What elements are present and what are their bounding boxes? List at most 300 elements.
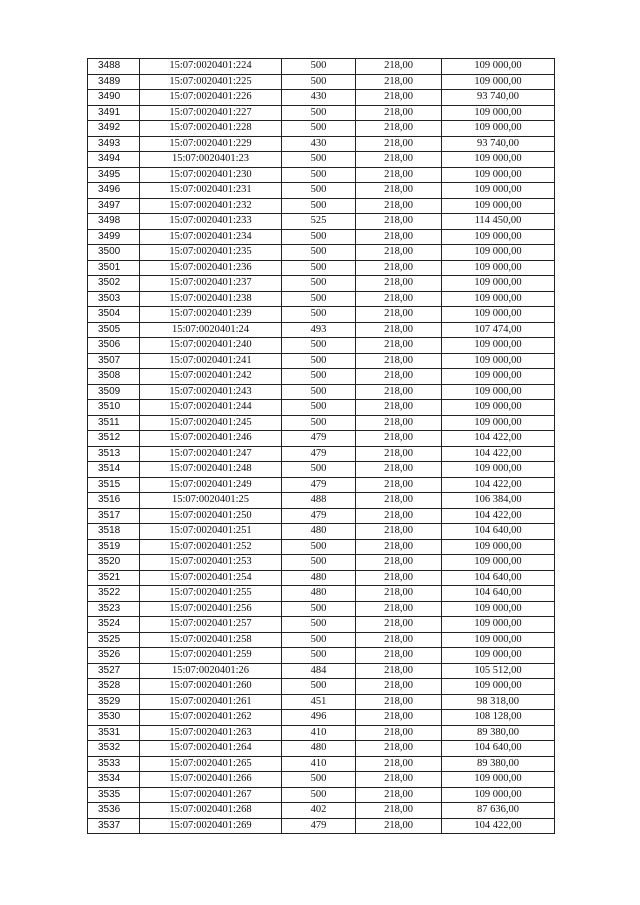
area-cell: 430 (282, 136, 356, 152)
row-number-cell: 3505 (88, 322, 140, 338)
row-number-cell: 3532 (88, 741, 140, 757)
row-number-cell: 3513 (88, 446, 140, 462)
rate-cell: 218,00 (356, 229, 442, 245)
cadastral-number-cell: 15:07:0020401:261 (140, 694, 282, 710)
value-cell: 109 000,00 (442, 555, 555, 571)
row-number-cell: 3507 (88, 353, 140, 369)
area-cell: 500 (282, 245, 356, 261)
rate-cell: 218,00 (356, 462, 442, 478)
table-row (88, 307, 555, 323)
cadastral-number-cell: 15:07:0020401:266 (140, 772, 282, 788)
area-cell: 479 (282, 446, 356, 462)
row-number-cell: 3516 (88, 493, 140, 509)
area-cell: 500 (282, 276, 356, 292)
area-cell: 430 (282, 90, 356, 106)
table-row (88, 214, 555, 230)
row-number-cell: 3535 (88, 787, 140, 803)
rate-cell: 218,00 (356, 601, 442, 617)
table-row (88, 59, 555, 75)
area-cell: 500 (282, 59, 356, 75)
row-number-cell: 3536 (88, 803, 140, 819)
rate-cell: 218,00 (356, 803, 442, 819)
value-cell: 104 640,00 (442, 570, 555, 586)
value-cell: 109 000,00 (442, 245, 555, 261)
rate-cell: 218,00 (356, 679, 442, 695)
area-cell: 500 (282, 384, 356, 400)
table-row (88, 446, 555, 462)
rate-cell: 218,00 (356, 818, 442, 834)
value-cell: 109 000,00 (442, 601, 555, 617)
value-cell: 109 000,00 (442, 152, 555, 168)
row-number-cell: 3508 (88, 369, 140, 385)
area-cell: 410 (282, 756, 356, 772)
cadastral-number-cell: 15:07:0020401:246 (140, 431, 282, 447)
value-cell: 104 640,00 (442, 741, 555, 757)
value-cell: 107 474,00 (442, 322, 555, 338)
row-number-cell: 3529 (88, 694, 140, 710)
row-number-cell: 3493 (88, 136, 140, 152)
area-cell: 500 (282, 183, 356, 199)
rate-cell: 218,00 (356, 741, 442, 757)
area-cell: 500 (282, 260, 356, 276)
rate-cell: 218,00 (356, 105, 442, 121)
value-cell: 93 740,00 (442, 90, 555, 106)
cadastral-number-cell: 15:07:0020401:232 (140, 198, 282, 214)
cadastral-number-cell: 15:07:0020401:243 (140, 384, 282, 400)
value-cell: 108 128,00 (442, 710, 555, 726)
value-cell: 109 000,00 (442, 679, 555, 695)
area-cell: 500 (282, 74, 356, 90)
rate-cell: 218,00 (356, 508, 442, 524)
row-number-cell: 3517 (88, 508, 140, 524)
row-number-cell: 3510 (88, 400, 140, 416)
table-row (88, 260, 555, 276)
value-cell: 104 422,00 (442, 818, 555, 834)
area-cell: 480 (282, 570, 356, 586)
cadastral-number-cell: 15:07:0020401:240 (140, 338, 282, 354)
value-cell: 109 000,00 (442, 229, 555, 245)
table-row (88, 229, 555, 245)
table-row (88, 694, 555, 710)
table-row (88, 787, 555, 803)
rate-cell: 218,00 (356, 570, 442, 586)
table-row (88, 369, 555, 385)
area-cell: 500 (282, 353, 356, 369)
row-number-cell: 3489 (88, 74, 140, 90)
rate-cell: 218,00 (356, 245, 442, 261)
row-number-cell: 3492 (88, 121, 140, 137)
table-row (88, 477, 555, 493)
row-number-cell: 3497 (88, 198, 140, 214)
cadastral-value-table (87, 58, 555, 834)
cadastral-number-cell: 15:07:0020401:253 (140, 555, 282, 571)
cadastral-number-cell: 15:07:0020401:230 (140, 167, 282, 183)
area-cell: 480 (282, 524, 356, 540)
table-row (88, 276, 555, 292)
rate-cell: 218,00 (356, 586, 442, 602)
value-cell: 109 000,00 (442, 167, 555, 183)
rate-cell: 218,00 (356, 415, 442, 431)
table-row (88, 167, 555, 183)
table-row (88, 245, 555, 261)
area-cell: 500 (282, 121, 356, 137)
area-cell: 479 (282, 508, 356, 524)
value-cell: 109 000,00 (442, 617, 555, 633)
rate-cell: 218,00 (356, 477, 442, 493)
rate-cell: 218,00 (356, 90, 442, 106)
cadastral-number-cell: 15:07:0020401:249 (140, 477, 282, 493)
area-cell: 500 (282, 555, 356, 571)
area-cell: 500 (282, 400, 356, 416)
rate-cell: 218,00 (356, 291, 442, 307)
cadastral-number-cell: 15:07:0020401:256 (140, 601, 282, 617)
area-cell: 500 (282, 291, 356, 307)
table-row (88, 90, 555, 106)
cadastral-number-cell: 15:07:0020401:242 (140, 369, 282, 385)
row-number-cell: 3501 (88, 260, 140, 276)
rate-cell: 218,00 (356, 322, 442, 338)
cadastral-number-cell: 15:07:0020401:267 (140, 787, 282, 803)
table-row (88, 74, 555, 90)
value-cell: 104 422,00 (442, 508, 555, 524)
cadastral-number-cell: 15:07:0020401:237 (140, 276, 282, 292)
area-cell: 500 (282, 152, 356, 168)
area-cell: 451 (282, 694, 356, 710)
table-row (88, 648, 555, 664)
table-row (88, 601, 555, 617)
rate-cell: 218,00 (356, 493, 442, 509)
rate-cell: 218,00 (356, 756, 442, 772)
value-cell: 106 384,00 (442, 493, 555, 509)
row-number-cell: 3494 (88, 152, 140, 168)
table-row (88, 663, 555, 679)
row-number-cell: 3499 (88, 229, 140, 245)
rate-cell: 218,00 (356, 663, 442, 679)
rate-cell: 218,00 (356, 384, 442, 400)
table-row (88, 462, 555, 478)
area-cell: 500 (282, 338, 356, 354)
area-cell: 500 (282, 772, 356, 788)
value-cell: 109 000,00 (442, 307, 555, 323)
rate-cell: 218,00 (356, 787, 442, 803)
row-number-cell: 3537 (88, 818, 140, 834)
row-number-cell: 3511 (88, 415, 140, 431)
cadastral-number-cell: 15:07:0020401:23 (140, 152, 282, 168)
area-cell: 500 (282, 307, 356, 323)
area-cell: 479 (282, 477, 356, 493)
value-cell: 104 640,00 (442, 586, 555, 602)
table-row (88, 741, 555, 757)
row-number-cell: 3525 (88, 632, 140, 648)
cadastral-number-cell: 15:07:0020401:247 (140, 446, 282, 462)
area-cell: 500 (282, 679, 356, 695)
area-cell: 500 (282, 198, 356, 214)
area-cell: 479 (282, 431, 356, 447)
table-row (88, 617, 555, 633)
cadastral-number-cell: 15:07:0020401:265 (140, 756, 282, 772)
area-cell: 493 (282, 322, 356, 338)
rate-cell: 218,00 (356, 632, 442, 648)
table-row (88, 508, 555, 524)
cadastral-number-cell: 15:07:0020401:229 (140, 136, 282, 152)
row-number-cell: 3498 (88, 214, 140, 230)
area-cell: 488 (282, 493, 356, 509)
value-cell: 109 000,00 (442, 462, 555, 478)
area-cell: 480 (282, 586, 356, 602)
row-number-cell: 3490 (88, 90, 140, 106)
rate-cell: 218,00 (356, 198, 442, 214)
row-number-cell: 3523 (88, 601, 140, 617)
table-row (88, 136, 555, 152)
rate-cell: 218,00 (356, 400, 442, 416)
area-cell: 500 (282, 539, 356, 555)
table-row (88, 632, 555, 648)
area-cell: 480 (282, 741, 356, 757)
value-cell: 109 000,00 (442, 121, 555, 137)
rate-cell: 218,00 (356, 136, 442, 152)
rate-cell: 218,00 (356, 260, 442, 276)
value-cell: 89 380,00 (442, 725, 555, 741)
area-cell: 500 (282, 787, 356, 803)
cadastral-number-cell: 15:07:0020401:228 (140, 121, 282, 137)
table-row (88, 524, 555, 540)
table-row (88, 198, 555, 214)
value-cell: 109 000,00 (442, 400, 555, 416)
table-row (88, 338, 555, 354)
cadastral-number-cell: 15:07:0020401:225 (140, 74, 282, 90)
area-cell: 479 (282, 818, 356, 834)
value-cell: 104 640,00 (442, 524, 555, 540)
cadastral-number-cell: 15:07:0020401:269 (140, 818, 282, 834)
row-number-cell: 3509 (88, 384, 140, 400)
row-number-cell: 3512 (88, 431, 140, 447)
table-row (88, 291, 555, 307)
rate-cell: 218,00 (356, 183, 442, 199)
cadastral-number-cell: 15:07:0020401:241 (140, 353, 282, 369)
row-number-cell: 3530 (88, 710, 140, 726)
area-cell: 484 (282, 663, 356, 679)
cadastral-number-cell: 15:07:0020401:268 (140, 803, 282, 819)
value-cell: 98 318,00 (442, 694, 555, 710)
value-cell: 109 000,00 (442, 353, 555, 369)
row-number-cell: 3488 (88, 59, 140, 75)
value-cell: 109 000,00 (442, 59, 555, 75)
value-cell: 109 000,00 (442, 105, 555, 121)
table-row (88, 415, 555, 431)
cadastral-number-cell: 15:07:0020401:259 (140, 648, 282, 664)
rate-cell: 218,00 (356, 59, 442, 75)
area-cell: 496 (282, 710, 356, 726)
row-number-cell: 3533 (88, 756, 140, 772)
value-cell: 109 000,00 (442, 415, 555, 431)
area-cell: 500 (282, 415, 356, 431)
row-number-cell: 3502 (88, 276, 140, 292)
table-row (88, 384, 555, 400)
value-cell: 109 000,00 (442, 276, 555, 292)
row-number-cell: 3526 (88, 648, 140, 664)
cadastral-number-cell: 15:07:0020401:255 (140, 586, 282, 602)
cadastral-number-cell: 15:07:0020401:244 (140, 400, 282, 416)
row-number-cell: 3491 (88, 105, 140, 121)
row-number-cell: 3522 (88, 586, 140, 602)
rate-cell: 218,00 (356, 431, 442, 447)
table-row (88, 772, 555, 788)
table-row (88, 710, 555, 726)
table-row (88, 803, 555, 819)
area-cell: 500 (282, 462, 356, 478)
table-row (88, 152, 555, 168)
rate-cell: 218,00 (356, 121, 442, 137)
cadastral-number-cell: 15:07:0020401:235 (140, 245, 282, 261)
table-row (88, 322, 555, 338)
value-cell: 104 422,00 (442, 477, 555, 493)
table-row (88, 183, 555, 199)
cadastral-number-cell: 15:07:0020401:257 (140, 617, 282, 633)
value-cell: 109 000,00 (442, 772, 555, 788)
row-number-cell: 3504 (88, 307, 140, 323)
value-cell: 109 000,00 (442, 183, 555, 199)
cadastral-number-cell: 15:07:0020401:239 (140, 307, 282, 323)
rate-cell: 218,00 (356, 524, 442, 540)
cadastral-number-cell: 15:07:0020401:234 (140, 229, 282, 245)
row-number-cell: 3534 (88, 772, 140, 788)
row-number-cell: 3514 (88, 462, 140, 478)
value-cell: 93 740,00 (442, 136, 555, 152)
value-cell: 109 000,00 (442, 198, 555, 214)
table-row (88, 818, 555, 834)
cadastral-number-cell: 15:07:0020401:258 (140, 632, 282, 648)
rate-cell: 218,00 (356, 772, 442, 788)
table-row (88, 353, 555, 369)
table-row (88, 121, 555, 137)
row-number-cell: 3519 (88, 539, 140, 555)
table-row (88, 431, 555, 447)
cadastral-number-cell: 15:07:0020401:263 (140, 725, 282, 741)
area-cell: 500 (282, 617, 356, 633)
cadastral-number-cell: 15:07:0020401:26 (140, 663, 282, 679)
cadastral-number-cell: 15:07:0020401:251 (140, 524, 282, 540)
rate-cell: 218,00 (356, 338, 442, 354)
row-number-cell: 3524 (88, 617, 140, 633)
value-cell: 109 000,00 (442, 369, 555, 385)
rate-cell: 218,00 (356, 152, 442, 168)
cadastral-number-cell: 15:07:0020401:226 (140, 90, 282, 106)
rate-cell: 218,00 (356, 446, 442, 462)
area-cell: 500 (282, 369, 356, 385)
table-row (88, 570, 555, 586)
table-row (88, 756, 555, 772)
cadastral-number-cell: 15:07:0020401:227 (140, 105, 282, 121)
rate-cell: 218,00 (356, 74, 442, 90)
value-cell: 104 422,00 (442, 446, 555, 462)
row-number-cell: 3495 (88, 167, 140, 183)
table-row (88, 679, 555, 695)
area-cell: 500 (282, 632, 356, 648)
rate-cell: 218,00 (356, 167, 442, 183)
area-cell: 500 (282, 648, 356, 664)
value-cell: 109 000,00 (442, 74, 555, 90)
row-number-cell: 3503 (88, 291, 140, 307)
value-cell: 109 000,00 (442, 648, 555, 664)
table-row (88, 586, 555, 602)
cadastral-number-cell: 15:07:0020401:236 (140, 260, 282, 276)
rate-cell: 218,00 (356, 369, 442, 385)
value-cell: 114 450,00 (442, 214, 555, 230)
cadastral-number-cell: 15:07:0020401:224 (140, 59, 282, 75)
cadastral-number-cell: 15:07:0020401:254 (140, 570, 282, 586)
value-cell: 109 000,00 (442, 260, 555, 276)
row-number-cell: 3528 (88, 679, 140, 695)
area-cell: 500 (282, 105, 356, 121)
value-cell: 109 000,00 (442, 384, 555, 400)
rate-cell: 218,00 (356, 276, 442, 292)
value-cell: 104 422,00 (442, 431, 555, 447)
table-row (88, 539, 555, 555)
value-cell: 105 512,00 (442, 663, 555, 679)
rate-cell: 218,00 (356, 710, 442, 726)
row-number-cell: 3496 (88, 183, 140, 199)
area-cell: 500 (282, 601, 356, 617)
value-cell: 109 000,00 (442, 539, 555, 555)
row-number-cell: 3506 (88, 338, 140, 354)
cadastral-number-cell: 15:07:0020401:260 (140, 679, 282, 695)
cadastral-number-cell: 15:07:0020401:231 (140, 183, 282, 199)
cadastral-number-cell: 15:07:0020401:233 (140, 214, 282, 230)
rate-cell: 218,00 (356, 725, 442, 741)
area-cell: 402 (282, 803, 356, 819)
cadastral-number-cell: 15:07:0020401:250 (140, 508, 282, 524)
rate-cell: 218,00 (356, 214, 442, 230)
rate-cell: 218,00 (356, 307, 442, 323)
rate-cell: 218,00 (356, 353, 442, 369)
row-number-cell: 3518 (88, 524, 140, 540)
table-row (88, 400, 555, 416)
value-cell: 109 000,00 (442, 291, 555, 307)
area-cell: 525 (282, 214, 356, 230)
rate-cell: 218,00 (356, 648, 442, 664)
table-row (88, 105, 555, 121)
value-cell: 109 000,00 (442, 632, 555, 648)
rate-cell: 218,00 (356, 694, 442, 710)
cadastral-number-cell: 15:07:0020401:238 (140, 291, 282, 307)
value-cell: 87 636,00 (442, 803, 555, 819)
cadastral-number-cell: 15:07:0020401:248 (140, 462, 282, 478)
cadastral-number-cell: 15:07:0020401:264 (140, 741, 282, 757)
cadastral-number-cell: 15:07:0020401:25 (140, 493, 282, 509)
cadastral-number-cell: 15:07:0020401:262 (140, 710, 282, 726)
row-number-cell: 3527 (88, 663, 140, 679)
rate-cell: 218,00 (356, 555, 442, 571)
table-body (88, 59, 555, 834)
table-row (88, 493, 555, 509)
rate-cell: 218,00 (356, 539, 442, 555)
cadastral-number-cell: 15:07:0020401:252 (140, 539, 282, 555)
area-cell: 410 (282, 725, 356, 741)
value-cell: 89 380,00 (442, 756, 555, 772)
value-cell: 109 000,00 (442, 338, 555, 354)
row-number-cell: 3531 (88, 725, 140, 741)
rate-cell: 218,00 (356, 617, 442, 633)
cadastral-number-cell: 15:07:0020401:24 (140, 322, 282, 338)
row-number-cell: 3520 (88, 555, 140, 571)
cadastral-number-cell: 15:07:0020401:245 (140, 415, 282, 431)
row-number-cell: 3515 (88, 477, 140, 493)
table-row (88, 725, 555, 741)
area-cell: 500 (282, 229, 356, 245)
value-cell: 109 000,00 (442, 787, 555, 803)
area-cell: 500 (282, 167, 356, 183)
row-number-cell: 3521 (88, 570, 140, 586)
